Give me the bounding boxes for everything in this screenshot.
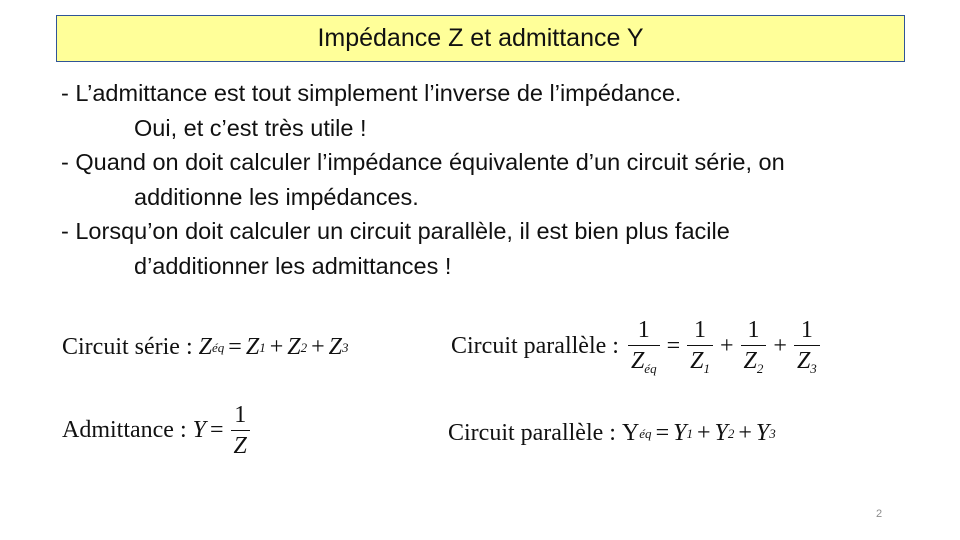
bullet-3-line-1: - Lorsqu’on doit calculer un circuit parallèle, il est bien plus facile: [61, 218, 730, 244]
formula-series-plus-2: +: [311, 334, 325, 360]
formula-parallel-y-sub-1: 1: [686, 425, 693, 441]
formula-parallel-z-lhs-den: [628, 345, 660, 375]
formula-parallel-z-equals: =: [666, 333, 681, 359]
formula-parallel-z-num-2: 1: [747, 317, 760, 343]
formula-parallel-z-sub-1: 1: [703, 361, 710, 376]
formula-parallel-z-lhs-var: Z: [630, 348, 645, 374]
formula-parallel-y-sub-2: 2: [727, 425, 735, 441]
formula-parallel-z-var-1: Z: [690, 348, 704, 374]
formula-admittance-num: 1: [234, 402, 247, 428]
formula-parallel-z-var-3: Z: [796, 348, 811, 374]
formula-parallel-y-term-3: Y: [755, 420, 770, 446]
bullet-3-line-2: d’additionner les admittances !: [134, 252, 452, 279]
formula-parallel-z-plus-2: +: [773, 333, 787, 359]
formula-parallel-z-num-3: 1: [800, 317, 813, 343]
formula-series-equals: =: [228, 334, 242, 360]
formula-series-term-2: Z: [287, 334, 301, 360]
formula-parallel-z-den-2: [741, 345, 767, 375]
formula-admittance-fraction: [231, 403, 250, 458]
formula-series-term-3: Z: [328, 334, 342, 360]
formula-parallel-z-fraction-1: [687, 318, 713, 375]
formula-parallel-z-fraction-3: [794, 318, 820, 375]
formula-parallel-y-plus-1: +: [696, 420, 711, 446]
formula-series-lhs-sub: éq: [212, 339, 225, 355]
formula-parallel-z-lhs-num: 1: [637, 317, 650, 343]
slide-title: [56, 15, 905, 62]
formula-admittance-label: Admittance :: [62, 417, 187, 443]
formula-series-sub-3: 3: [342, 339, 349, 355]
formula-series-lhs: Z: [198, 334, 212, 360]
formula-parallel-y-lhs-sub: éq: [639, 425, 652, 441]
formula-admittance-equals: =: [210, 417, 224, 443]
formula-series-plus-1: +: [269, 334, 284, 360]
formula-parallel-z-sub-3: 3: [810, 361, 817, 376]
formula-admittance-lhs: Y: [192, 417, 206, 443]
formula-parallel-z-lhs-fraction: [628, 318, 660, 375]
formula-parallel-z-sub-2: 2: [756, 361, 764, 376]
formula-parallel-z-plus-1: +: [719, 333, 734, 359]
formula-parallel-z-den-1: [687, 345, 713, 375]
slide-title-text: Impédance Z et admittance Y: [317, 24, 644, 52]
formula-parallel-y-term-2: Y: [714, 420, 728, 446]
formula-admittance: [62, 403, 253, 458]
formula-admittance-den: Z: [231, 430, 250, 458]
formula-parallel-z-fraction-2: [741, 318, 767, 375]
formula-parallel-admittance: [448, 420, 776, 447]
bullet-2-line-1: - Quand on doit calculer l’impédance équivalente d’un circuit série, on: [61, 149, 785, 175]
page-number: 2: [876, 508, 883, 520]
bullet-1-line-1: - L’admittance est tout simplement l’inverse de l’impédance.: [61, 80, 682, 106]
formula-parallel-y-equals: =: [655, 420, 670, 446]
formula-parallel-y-sub-3: 3: [769, 425, 776, 441]
formula-parallel-y-lhs: Y: [621, 420, 640, 446]
bullet-2-line-2: additionne les impédances.: [134, 183, 419, 210]
bullet-list: [61, 76, 941, 283]
formula-series-sub-1: 1: [259, 339, 266, 355]
formula-parallel-z-label: Circuit parallèle :: [451, 333, 619, 359]
formula-parallel-z-num-1: 1: [694, 317, 707, 343]
formula-series-sub-2: 2: [300, 339, 308, 355]
formula-parallel-y-plus-2: +: [738, 420, 752, 446]
bullet-1-line-2: Oui, et c’est très utile !: [134, 114, 367, 141]
formula-series-label: Circuit série :: [62, 334, 193, 360]
formula-parallel-y-label: Circuit parallèle :: [448, 420, 616, 446]
formula-parallel-z-den-3: [794, 345, 820, 375]
formula-parallel-z-var-2: Z: [743, 348, 757, 374]
formula-parallel-impedance: [451, 318, 823, 375]
formula-series-term-1: Z: [245, 334, 260, 360]
formula-parallel-y-term-1: Y: [673, 420, 687, 446]
formula-parallel-z-lhs-sub: éq: [644, 361, 657, 376]
formula-series: [62, 334, 349, 361]
